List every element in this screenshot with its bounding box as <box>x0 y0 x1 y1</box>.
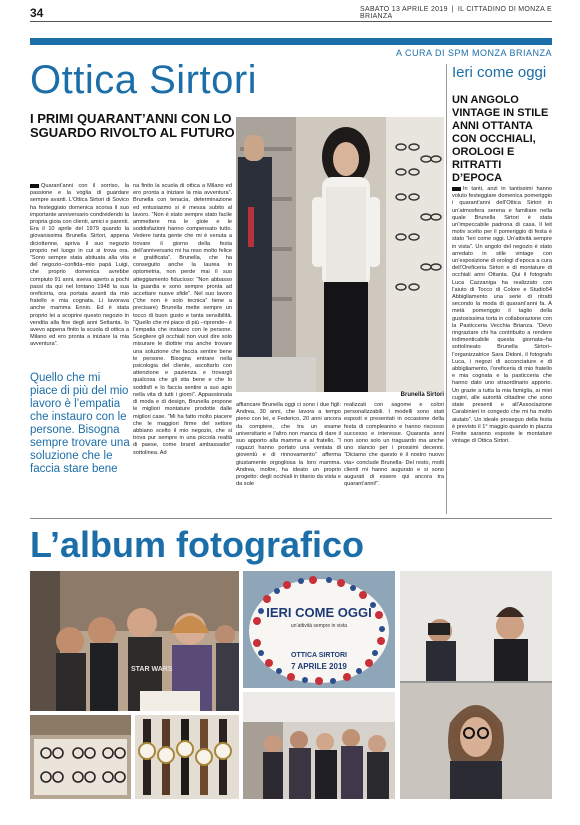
article-subtitle: I PRIMI QUARANT’ANNI CON LO SGUARDO RIVOLTO AL FUTURO <box>30 111 235 140</box>
article-title: Ottica Sirtori <box>30 58 258 102</box>
sidebar-divider <box>446 64 447 514</box>
sidebar-lead-marker <box>452 187 461 191</box>
article-column-1 <box>30 183 129 366</box>
sidebar-body <box>452 186 552 510</box>
album-photo-group <box>243 692 395 799</box>
curated-by: A CURA DI SPM MONZA BRIANZA <box>395 48 552 58</box>
publication-name: IL CITTADINO DI MONZA E BRIANZA <box>360 6 552 20</box>
article-column-3: affiancare Brunella oggi ci sono i due figli: Andrea, 30 anni, che lavora a tempo pieno con lei, e Federico, 20 anni ancora da compiere, che tra un esame universitario e l’altro non manca di dare il suo apporto alla mamma e al fratello. “I ragazzi hanno portato una ventata di gioventù e di rinnovamento” afferma giustamente orgogliosa la loro mamma. Andrea, inoltre, ha ideato un proprio progetto: degli occhiali in titanio da vista e da sole <box>236 402 341 488</box>
top-rule <box>30 21 552 22</box>
issue-info: SABATO 13 APRILE 2019 | IL CITTADINO DI MONZA E BRIANZA <box>360 6 552 20</box>
album-photo-photographer <box>400 571 552 799</box>
lead-marker <box>30 184 39 188</box>
article-column-2: na finito la scuola di ottica a Milano ed ero pronta a iniziare la mia avventura”. Brunella con tenacia, determinazione ed entusiasmo si è messa subito al lavoro. “Non è stato sempre stato facile ammettere ma le gioie e le soddisfazioni hanno compensato tutto. Vedere tanta gente che mi è venuta a trovare il giorno della festa dell’anniversario mi ha reso molto felice e gratificata”. Brunella, che ha conseguito anche la laurea in optometria, non perde mai il suo atteggiamento fiducioso: “Non abbasso la guardia e sono sempre pronta ad accettare nuove sfide”. Nel suo lavoro (“che non è solo tecnica” tiene a precisare) Brunella mette sempre un tocco di buon gusto e tanta sensibilità. “Quello che mi piace di più –riprende– è l’empatia che instauro con le persone. Scegliere gli occhiali non vuol dire solo misurare le diottrie ma anche trovare una soluzione che faccia sentire bene le persone. Bisogna entrare nella psicologia del cliente, ascoltarlo con attenzione e pazienza e trovargli qualcosa che gli stia bene e che lo soddisfi e lo faccia sentire a suo agio nella vita di tutti i giorni”. Appassionata di moda e di design, Brunella propone le migliori montature prodotte dalle migliori case. “Mi ha fatto molto piacere che le maggiori firme del settore abbiano scelto il mio negozio, che si trova pur sempre in una piccola realtà di paese, come brand ambassador” sottolinea. Ad <box>133 183 232 456</box>
sidebar-topic: Ieri come oggi <box>452 64 547 81</box>
cake-brand: OTTICA SIRTORI <box>291 652 347 659</box>
album-photo-watches <box>135 715 239 799</box>
main-photo-brunella <box>236 117 444 392</box>
album-photo-cake <box>243 571 395 688</box>
issue-date: SABATO 13 APRILE 2019 <box>360 6 448 13</box>
sidebar-title: UN ANGOLO VINTAGE IN STILE ANNI OTTANTA CON OCCHIALI, OROLOGI E RITRATTI D’EPOCA <box>452 94 549 184</box>
page-number: 34 <box>30 6 44 20</box>
section-bar <box>30 38 552 45</box>
album-rule <box>30 518 552 519</box>
pull-quote: Quello che mi piace di più del mio lavoro è l’empatia che instauro con le persone. Bisogna sempre trovare una soluzione che le faccia stare bene <box>30 372 130 475</box>
album-title: L’album fotografico <box>30 524 365 565</box>
cake-title: IERI COME OGGI <box>266 605 372 620</box>
sidebar-body-text: In tanti, anzi in tantissimi hanno voluto festeggiare domenica pomeriggio i quarant’anni dell’Ottica Sirtori in un’atmosfera serena e familiare nella quale Brunella Sirtori è stata un’impeccabile padrona di casa. Il leit motiv scelto per il pomeriggio di festa è stato “Ieri come oggi. Un’attività sempre in vista”. Un angolo del negozio è stato arredato in stile vintage con un’esposizione di orologi d’epoca a cura dell’Oreficeria Sirtori e di montature di occhiali anni Ottanta. Qui il fotografo Luca Cazzaniga ha realizzato con l’aiuto di Tocco di Colore e Studio54 Abbigliamento una serie di ritratti secondo la moda di quarant’anni fa. A metà pomeriggio il taglio della gustosissima torta in collaborazione con la Pasticceria Vecchia Brianza. “Devo ringraziare chi ha contribuito a rendere indimenticabile questa giornata–ha sottolineato Brunella Sirtori– l’organizzatrice Sara Didoni, il fotografo Luca, i negozi di acconciature e di abbigliamento, l’oreficeria di mio fratello e mia cognata e la pasticceria che hanno dato uno straordinario apporto. Un grazie a tutta la mia famiglia, ai miei cugini, alle autorità cittadine che sono state presenti e all’Associazione Carabinieri in congedo che mi ha molto aiutato”. Un ideale proseguo della festa è previsto il 1° maggio quando in piazza Frette saranno esposte le montature vintage di Ottica Sirtori. <box>452 186 552 445</box>
cake-date: 7 APRILE 2019 <box>291 662 347 671</box>
album-photo-candles <box>30 571 239 711</box>
article-column-4: realizzati con sagome e colori personalizzabili. I modelli sono stati esposti e presentati in occasione della festa di compleanno e hanno riscosso successo e interesse. Quaranta anni non sono solo un traguardo ma anche uno slancio per i prossimi decenni. “Diciamo che questo è il nostro nuovo via» conclude Brunella- Del resto, molti clienti mi hanno augurato e si sono augurati di essere qui ancora tra quarant’anni!”. <box>344 402 444 488</box>
cake-subtitle: un’attività sempre in vista <box>290 623 348 629</box>
article-column-1-text: Quarant’anni con il sorriso, la passione e la voglia di guardare sempre avanti. L’Ottica Sirtori di Sovico ha festeggiato domenica scorsa il suo importante anniversario condividendo la propria gioia con clienti, amici e parenti. Era il 10 aprile del 1979 quando la giovanissima Brunella Sirtori, appena diciottenne, apriva il suo negozio proprio nel luogo in cui si trova ora. “Sono sempre stata abituata alla vita del negozio–confida–mio papà Luigi, che proprio domenica avrebbe compiuto 91 anni, aveva aperto a pochi passi da qui nel lontano 1948 la sua oreficeria, ora portata avanti da mio fratello e mia cognata. Li lavorava anche mamma Ennio. Ed è stata proprio lei a scoprire questo negozio in vendita alla fine degli anni Settanta. Io avevo appena finito la scuola di ottica a Milano ed ero pronta a iniziare la mia avventura”. <box>30 183 129 348</box>
album-photo-glasses <box>30 715 131 799</box>
tshirt-text: STAR WARS <box>131 666 173 673</box>
main-photo-caption: Brunella Sirtori <box>400 392 444 398</box>
